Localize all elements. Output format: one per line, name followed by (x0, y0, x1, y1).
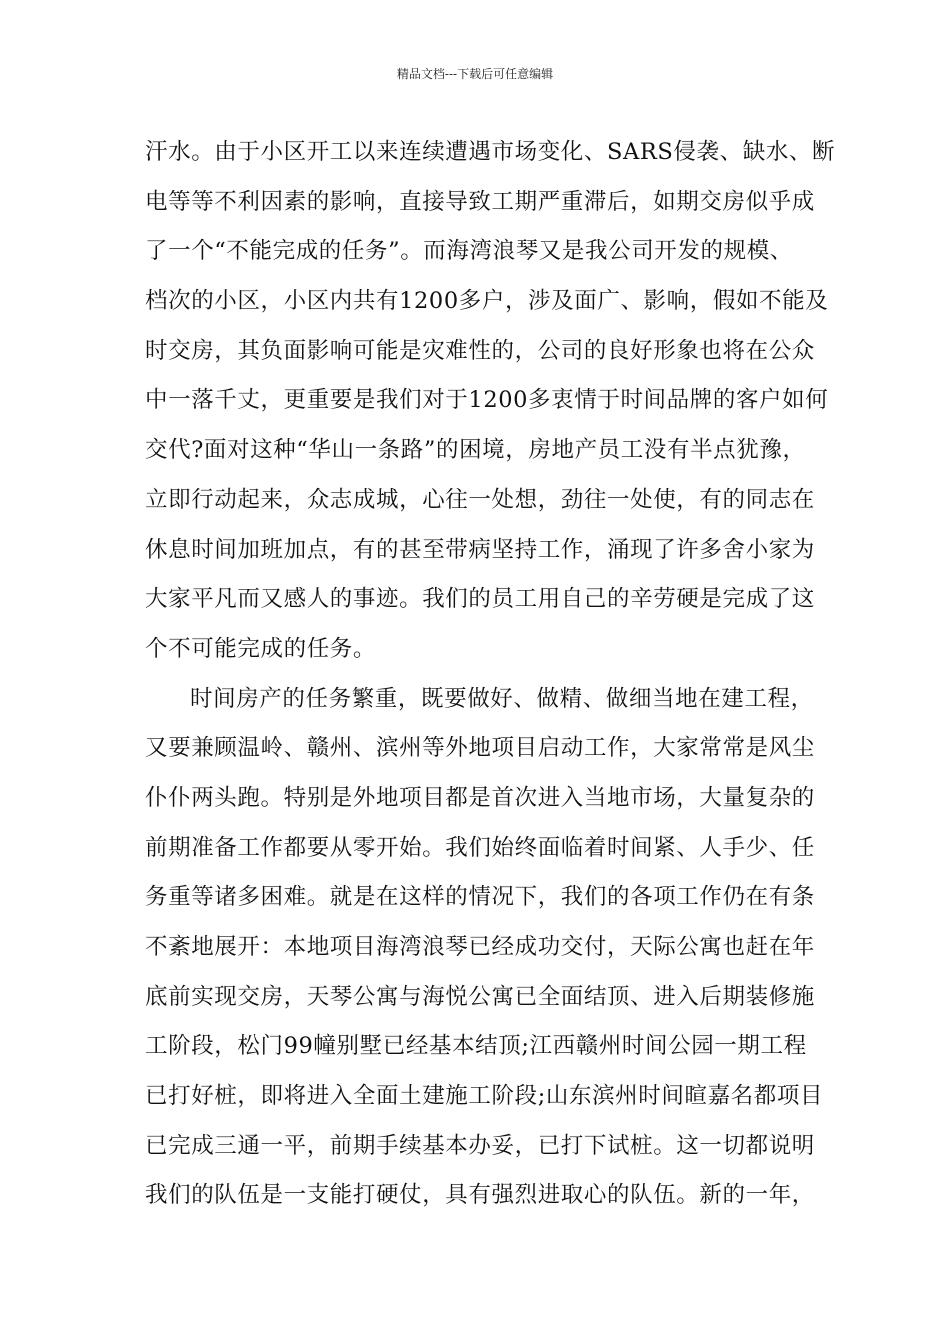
paragraph-start-line: 时间房产的任务繁重，既要做好、做精、做细当地在建工程， (190, 685, 814, 712)
text-line: 又要兼顾温岭、赣州、滨州等外地项目启动工作，大家常常是风尘 (145, 735, 815, 762)
text-line: 工阶段，松门99幢别墅已经基本结顶;江西赣州时间公园一期工程 (145, 1033, 807, 1060)
text-line: 个不可能完成的任务。 (145, 635, 377, 662)
text-line: 底前实现交房，天琴公寓与海悦公寓已全面结顶、进入后期装修施 (145, 983, 815, 1010)
text-line: 我们的队伍是一支能打硬仗，具有强烈进取心的队伍。新的一年， (145, 1182, 815, 1209)
document-body (145, 128, 836, 1221)
text-line: 了一个“不能完成的任务”。而海湾浪琴又是我公司开发的规模、 (145, 238, 793, 265)
text-line: 立即行动起来，众志成城，心往一处想，劲往一处使，有的同志在 (145, 486, 815, 513)
text-line: 时交房，其负面影响可能是灾难性的，公司的良好形象也将在公众 (145, 337, 815, 364)
text-line: 汗水。由于小区开工以来连续遭遇市场变化、SARS侵袭、缺水、断 (145, 139, 836, 165)
text-line: 不紊地展开：本地项目海湾浪琴已经成功交付，天际公寓也赶在年 (145, 934, 815, 960)
text-line: 休息时间加班加点，有的甚至带病坚持工作，涌现了许多舍小家为 (145, 536, 815, 563)
text-line: 档次的小区，小区内共有1200多户，涉及面广、影响，假如不能及 (145, 288, 829, 315)
text-line: 已打好桩，即将进入全面土建施工阶段;山东滨州时间暄嘉名都项目 (145, 1083, 824, 1110)
text-line: 大家平凡而又感人的事迹。我们的员工用自己的辛劳硬是完成了这 (145, 586, 815, 613)
text-line: 电等等不利因素的影响，直接导致工期严重滞后，如期交房似乎成 (145, 188, 815, 215)
text-line: 中一落千丈，更重要是我们对于1200多衷情于时间品牌的客户如何 (145, 387, 829, 414)
text-line: 交代?面对这种“华山一条路”的困境，房地产员工没有半点犹豫， (145, 437, 806, 464)
text-line: 务重等诸多困难。就是在这样的情况下，我们的各项工作仍在有条 (145, 884, 815, 911)
text-line: 已完成三通一平，前期手续基本办妥，已打下试桩。这一切都说明 (145, 1132, 815, 1159)
page-header: 精品文档---下载后可任意编辑 (396, 67, 554, 81)
text-line: 仆仆两头跑。特别是外地项目都是首次进入当地市场，大量复杂的 (145, 784, 815, 811)
text-line: 前期准备工作都要从零开始。我们始终面临着时间紧、人手少、任 (145, 834, 815, 861)
